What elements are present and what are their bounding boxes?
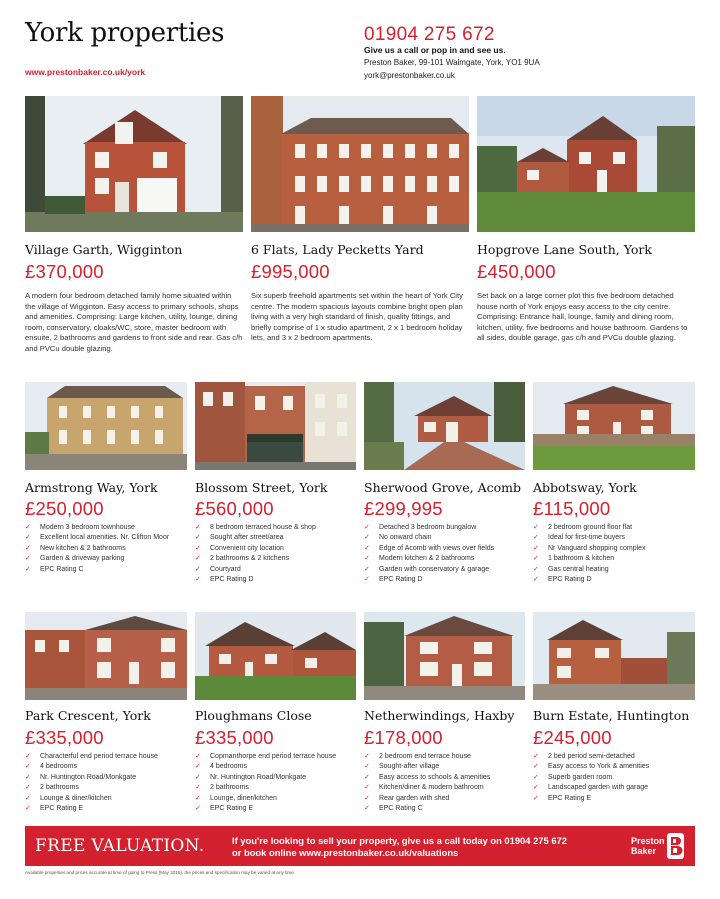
property-title[interactable]: Blossom Street, York: [195, 480, 328, 495]
property-title[interactable]: Ploughmans Close: [195, 708, 312, 723]
feature-text: Lounge & diner/kitchen: [40, 794, 112, 802]
property-photo[interactable]: [533, 382, 695, 470]
feature-text: EPC Rating E: [40, 805, 84, 813]
feature-item: [195, 533, 316, 543]
tick-icon: ✓: [195, 565, 201, 573]
tick-icon: ✓: [364, 805, 370, 813]
property-photo[interactable]: [25, 96, 243, 232]
tick-icon: ✓: [533, 784, 539, 792]
property-photo[interactable]: [251, 96, 469, 232]
feature-list: [533, 523, 646, 585]
feature-text: 2 bed period semi-detached: [548, 753, 635, 760]
feature-item: [195, 752, 336, 762]
feature-text: 2 bathrooms: [210, 784, 249, 792]
tick-icon: ✓: [533, 576, 539, 584]
tick-icon: ✓: [364, 555, 370, 563]
feature-item: [195, 783, 336, 793]
property-photo[interactable]: [533, 612, 695, 700]
property-photo[interactable]: [195, 382, 356, 470]
tick-icon: ✓: [25, 544, 31, 552]
property-title[interactable]: Armstrong Way, York: [25, 480, 158, 495]
property-photo[interactable]: [25, 382, 187, 470]
feature-text: Kitchen/diner & modern bathroom: [379, 784, 484, 792]
tick-icon: ✓: [533, 534, 539, 542]
feature-item: [25, 523, 169, 533]
property-price: £560,000: [195, 498, 274, 519]
tick-icon: ✓: [25, 784, 31, 792]
feature-text: 4 bedrooms: [210, 763, 247, 771]
tick-icon: ✓: [25, 763, 31, 771]
tick-icon: ✓: [25, 555, 31, 563]
tick-icon: ✓: [364, 524, 370, 531]
feature-item: [533, 794, 649, 804]
tick-icon: ✓: [533, 565, 539, 573]
feature-text: 1 bathroom & kitchen: [548, 555, 615, 563]
tick-icon: ✓: [25, 805, 31, 813]
tick-icon: ✓: [25, 773, 31, 781]
tick-icon: ✓: [25, 534, 31, 542]
property-price: £370,000: [25, 261, 104, 282]
feature-item: [25, 752, 158, 762]
tick-icon: ✓: [364, 763, 370, 771]
banner-message: [232, 835, 567, 859]
feature-text: No onward chain: [379, 534, 432, 542]
email-address[interactable]: york@prestonbaker.co.uk: [364, 70, 455, 80]
contact-tagline: Give us a call or pop in and see us.: [364, 45, 506, 55]
feature-text: Detached 3 bedroom bungalow: [379, 524, 477, 531]
property-title[interactable]: Burn Estate, Huntington: [533, 708, 690, 723]
feature-item: [533, 565, 646, 575]
feature-text: Superb garden room: [548, 773, 613, 781]
feature-text: 4 bedrooms: [40, 763, 77, 771]
feature-item: [25, 762, 158, 772]
feature-item: [195, 523, 316, 533]
office-address: Preston Baker, 99-101 Walmgate, York, YO1 9UA: [364, 58, 540, 67]
feature-item: [25, 794, 158, 804]
feature-item: [195, 773, 336, 783]
feature-text: 2 bathrooms & 2 kitchens: [210, 555, 289, 563]
feature-item: [25, 783, 158, 793]
property-photo[interactable]: [364, 612, 525, 700]
feature-list: [25, 752, 158, 814]
property-photo[interactable]: [25, 612, 187, 700]
feature-list: [195, 523, 316, 585]
feature-text: Nr. Huntington Road/Monkgate: [210, 773, 307, 781]
feature-item: [364, 533, 494, 543]
tick-icon: ✓: [195, 555, 201, 563]
feature-item: [533, 783, 649, 793]
feature-list: [533, 752, 649, 804]
feature-text: Copmanthorpe end period terrace house: [210, 753, 337, 760]
property-price: £450,000: [477, 261, 556, 282]
property-price: £178,000: [364, 727, 443, 748]
feature-text: Convenient city location: [210, 544, 284, 552]
feature-item: [25, 544, 169, 554]
feature-list: [364, 752, 490, 814]
feature-text: Modern kitchen & 2 bathrooms: [379, 555, 475, 563]
feature-text: EPC Rating C: [40, 565, 84, 573]
tick-icon: ✓: [533, 524, 539, 531]
logo-line1: Preston: [631, 836, 665, 846]
tick-icon: ✓: [195, 534, 201, 542]
tick-icon: ✓: [533, 763, 539, 771]
property-description: Six superb freehold apartments set within the heart of York City centre. The modern spacious layouts combine bright open plan living with a very high standard of finish, quality fittings, and briefly comprise of 1 x studio apartment, 2 x 1 bedroom holiday lets, and 3 x 2 bedroom apartments.: [251, 291, 463, 343]
property-price: £995,000: [251, 261, 330, 282]
feature-item: [25, 773, 158, 783]
property-photo[interactable]: [477, 96, 695, 232]
tick-icon: ✓: [364, 565, 370, 573]
feature-list: [364, 523, 494, 585]
property-description: A modern four bedroom detached family home situated within the village of Wigginton. Easy access to primary schools, shops and amenities. Comprising: Large kitchen, utility, lounge, dining room, conservatory, cloaks/WC, store, master bedroom with ensuite, 2 bathrooms and gardens to front side and rear. Gas c/h and PVCu double glazing.: [25, 291, 243, 353]
feature-text: 2 bedroom ground floor flat: [548, 524, 633, 531]
banner-message-line1: If you're looking to sell your property, give us a call today on 01904 275 672: [232, 835, 567, 846]
feature-item: [25, 533, 169, 543]
feature-text: Easy access to schools & amenities: [379, 773, 491, 781]
tick-icon: ✓: [533, 555, 539, 563]
feature-item: [195, 554, 316, 564]
property-price: £335,000: [25, 727, 104, 748]
feature-item: [533, 752, 649, 762]
feature-item: [364, 762, 490, 772]
tick-icon: ✓: [25, 524, 31, 531]
property-title[interactable]: Park Crescent, York: [25, 708, 151, 723]
feature-item: [25, 565, 169, 575]
tick-icon: ✓: [195, 773, 201, 781]
property-title[interactable]: Abbotsway, York: [533, 480, 637, 495]
tick-icon: ✓: [195, 524, 201, 531]
feature-item: [533, 523, 646, 533]
phone-number[interactable]: 01904 275 672: [364, 24, 495, 45]
feature-item: [533, 544, 646, 554]
feature-text: Nr. Huntington Road/Monkgate: [40, 773, 137, 781]
feature-text: Lounge, diner/kitchen: [210, 794, 277, 802]
tick-icon: ✓: [364, 534, 370, 542]
free-valuation-banner[interactable]: [25, 826, 695, 866]
website-link[interactable]: www.prestonbaker.co.uk/york: [25, 67, 146, 77]
brand-logo-text: [631, 836, 665, 856]
feature-text: EPC Rating E: [210, 805, 254, 813]
feature-text: Ideal for first-time buyers: [548, 534, 626, 542]
tick-icon: ✓: [195, 544, 201, 552]
feature-item: [364, 554, 494, 564]
feature-item: [195, 762, 336, 772]
feature-text: Garden with conservatory & garage: [379, 565, 490, 573]
feature-text: New kitchen & 2 bathrooms: [40, 544, 126, 552]
tick-icon: ✓: [364, 544, 370, 552]
feature-text: Edge of Acomb with views over fields: [379, 544, 495, 552]
feature-item: [364, 783, 490, 793]
feature-text: 8 bedroom terraced house & shop: [210, 524, 316, 531]
feature-item: [364, 773, 490, 783]
tick-icon: ✓: [195, 794, 201, 802]
tick-icon: ✓: [364, 576, 370, 584]
tick-icon: ✓: [195, 805, 201, 813]
feature-item: [25, 804, 158, 814]
feature-text: EPC Rating E: [548, 794, 592, 802]
tick-icon: ✓: [25, 565, 31, 573]
feature-text: EPC Rating D: [379, 576, 423, 584]
tick-icon: ✓: [364, 753, 370, 760]
feature-text: 2 bedroom end terrace house: [379, 753, 471, 760]
feature-item: [364, 752, 490, 762]
tick-icon: ✓: [364, 773, 370, 781]
tick-icon: ✓: [195, 576, 201, 584]
feature-item: [195, 794, 336, 804]
feature-item: [25, 554, 169, 564]
tick-icon: ✓: [195, 753, 201, 760]
feature-text: Characterful end period terrace house: [40, 753, 158, 760]
property-price: £245,000: [533, 727, 612, 748]
property-photo[interactable]: [195, 612, 356, 700]
tick-icon: ✓: [533, 544, 539, 552]
logo-line2: Baker: [631, 846, 657, 856]
feature-item: [364, 804, 490, 814]
feature-item: [195, 575, 316, 585]
property-title[interactable]: 6 Flats, Lady Pecketts Yard: [251, 242, 424, 257]
feature-item: [364, 544, 494, 554]
banner-headline: FREE VALUATION.: [35, 836, 205, 856]
feature-text: Excellent local amenities. Nr. Clifton Moor: [40, 534, 170, 542]
feature-item: [533, 773, 649, 783]
feature-text: Easy access to York & amenities: [548, 763, 650, 771]
feature-text: Sought after street/area: [210, 534, 284, 542]
page-title: York properties: [25, 18, 225, 48]
feature-list: [25, 523, 169, 575]
brand-logo-icon: [666, 832, 685, 860]
property-price: £299,995: [364, 498, 443, 519]
tick-icon: ✓: [364, 794, 370, 802]
feature-item: [364, 575, 494, 585]
tick-icon: ✓: [533, 794, 539, 802]
property-title[interactable]: Hopgrove Lane South, York: [477, 242, 652, 257]
property-price: £115,000: [533, 498, 611, 519]
feature-item: [364, 565, 494, 575]
feature-text: Courtyard: [210, 565, 241, 573]
tick-icon: ✓: [195, 784, 201, 792]
feature-text: Gas central heating: [548, 565, 609, 573]
feature-item: [364, 794, 490, 804]
property-title[interactable]: Netherwindings, Haxby: [364, 708, 515, 723]
feature-text: Modern 3 bedroom townhouse: [40, 524, 135, 531]
office-address-block: [364, 57, 540, 82]
feature-text: Garden & driveway parking: [40, 555, 125, 563]
tick-icon: ✓: [533, 753, 539, 760]
property-title[interactable]: Village Garth, Wigginton: [25, 242, 183, 257]
tick-icon: ✓: [25, 753, 31, 760]
feature-item: [533, 533, 646, 543]
feature-list: [195, 752, 336, 814]
feature-text: Landscaped garden with garage: [548, 784, 649, 792]
property-description: Set back on a large corner plot this five bedroom detached house north of York enjoys easy access to the city centre. Comprising: Entrance hall, lounge, family and dining room, kitchen, utility, five bedrooms and house bathroom. Gardens to all sides, double garage, gas c/h and PVCu double glazing.: [477, 291, 688, 343]
disclaimer-text: Available properties and prices accurate at time of going to Press (May 2016). the prices and specification may be varied at any time.: [25, 870, 296, 875]
feature-text: EPC Rating D: [210, 576, 254, 584]
feature-item: [533, 762, 649, 772]
feature-text: 2 bathrooms: [40, 784, 79, 792]
feature-item: [195, 565, 316, 575]
feature-text: Sought-after village: [379, 763, 440, 771]
banner-message-line2[interactable]: or book online www.prestonbaker.co.uk/valuations: [232, 847, 459, 858]
feature-item: [195, 804, 336, 814]
property-photo[interactable]: [364, 382, 525, 470]
feature-item: [533, 554, 646, 564]
feature-text: Nr Vanguard shopping complex: [548, 544, 646, 552]
feature-item: [533, 575, 646, 585]
tick-icon: ✓: [195, 763, 201, 771]
tick-icon: ✓: [25, 794, 31, 802]
property-price: £250,000: [25, 498, 104, 519]
feature-item: [195, 544, 316, 554]
tick-icon: ✓: [533, 773, 539, 781]
property-price: £335,000: [195, 727, 274, 748]
feature-text: EPC Rating C: [379, 805, 423, 813]
feature-text: EPC Rating D: [548, 576, 592, 584]
tick-icon: ✓: [364, 784, 370, 792]
feature-item: [364, 523, 494, 533]
property-title[interactable]: Sherwood Grove, Acomb: [364, 480, 522, 495]
feature-text: Rear garden with shed: [379, 794, 450, 802]
